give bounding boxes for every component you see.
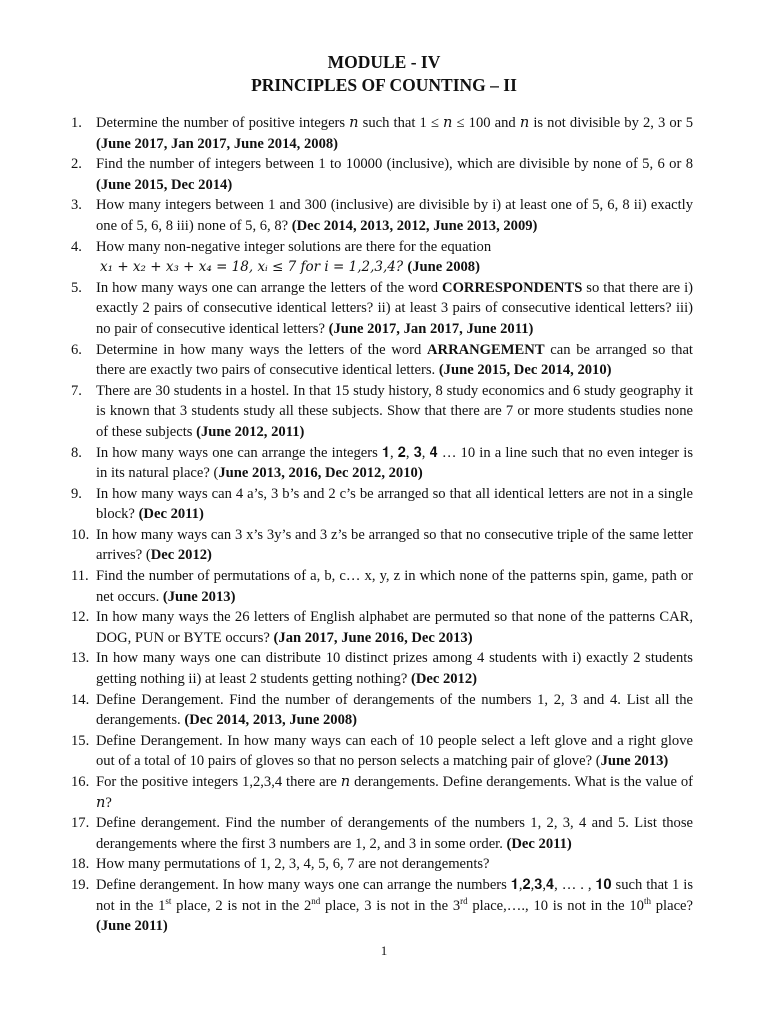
question-number: 9.	[71, 485, 82, 502]
question-number: 15.	[71, 732, 90, 749]
question-item	[0, 772, 768, 813]
question-list	[0, 113, 768, 937]
question-item	[0, 690, 768, 731]
question-text-cont: place, 2 is not in the 2	[171, 897, 312, 914]
module-heading: MODULE - IV	[327, 52, 441, 72]
exam-reference: (June 2015, Dec 2014)	[96, 176, 233, 193]
question-text-cont: place, 3 is not in the 3	[320, 897, 461, 914]
question-item	[0, 875, 768, 937]
question-text: Determine in how many ways the letters of the word	[96, 341, 427, 358]
question-text-cont: can be arranged so that there are exactly two pairs of consecutive identical letters.	[96, 341, 693, 379]
question-item	[0, 278, 768, 340]
question-text: Find the number of integers between 1 to 10000 (inclusive), which are divisible by none of 5, 6 or 8	[96, 156, 693, 173]
exam-reference: (Dec 2011)	[506, 835, 572, 852]
exam-reference: (Dec 2014, 2013, June 2008)	[184, 712, 358, 729]
question-text: In how many ways one can arrange the integers 𝟏, 𝟐, 𝟑, 𝟒 … 10 in a line such that no even integer is in its natural place? (	[96, 444, 693, 482]
question-item	[0, 443, 768, 484]
question-text: In how many ways one can distribute 10 distinct prizes among 4 students with i) exactly 2 students getting nothing ii) at least 2 students getting nothing?	[96, 650, 693, 688]
question-number: 19.	[71, 876, 90, 893]
question-number: 4.	[71, 238, 82, 255]
exam-reference: June 2013)	[600, 753, 669, 770]
exam-reference: (June 2015, Dec 2014, 2010)	[438, 362, 612, 379]
question-text: In how many ways the 26 letters of English alphabet are permuted so that none of the patterns CAR, DOG, PUN or BYTE occurs?	[96, 609, 693, 646]
question-number: 16.	[71, 774, 90, 790]
exam-reference: June 2013, 2016, Dec 2012, 2010)	[218, 465, 423, 482]
exam-reference: (June 2012, 2011)	[196, 423, 305, 440]
question-number: 8.	[71, 444, 82, 461]
exam-reference: (Jan 2017, June 2016, Dec 2013)	[273, 629, 473, 646]
question-number: 12.	[71, 609, 90, 626]
ordinal-suffix: st	[165, 895, 172, 906]
question-number: 18.	[71, 856, 90, 873]
exam-reference: (Dec 2011)	[138, 506, 204, 523]
question-item	[0, 731, 768, 772]
exam-reference: (June 2011)	[96, 918, 168, 935]
question-number: 2.	[71, 156, 82, 173]
exam-reference: (June 2017, Jan 2017, June 2014, 2008)	[96, 135, 339, 152]
equation-line	[96, 257, 693, 278]
question-text: How many integers between 1 and 300 (inclusive) are divisible by i) at least one of 5, 6, 8 ii) exactly one of 5, 6, 8 iii) none of 5, 6, 8?	[96, 197, 693, 234]
question-text: In how many ways can 4 a’s, 3 b’s and 2 c’s be arranged so that all identical letters are not in a single block?	[96, 485, 693, 523]
exam-reference: (Dec 2014, 2013, 2012, June 2013, 2009)	[291, 217, 538, 234]
question-text: Define derangement. Find the number of derangements of the numbers 1, 2, 3, 4 and 5. List those derangements where the first 3 numbers are 1, 2, and 3 in some order.	[96, 815, 693, 852]
exam-reference: (Dec 2012)	[410, 671, 478, 688]
question-text-cont: place?	[650, 897, 693, 914]
question-item	[0, 340, 768, 381]
question-number: 10.	[71, 526, 90, 543]
page-title: PRINCIPLES OF COUNTING – II	[251, 75, 517, 95]
question-text: For the positive integers 1,2,3,4 there are 𝑛 derangements. Define derangements. What is the value of 𝑛?	[96, 774, 693, 811]
question-item	[0, 566, 768, 607]
exam-reference: (June 2008)	[407, 259, 480, 276]
question-item	[0, 648, 768, 689]
question-text: Define Derangement. In how many ways can each of 10 people select a left glove and a right glove out of a total of 10 pairs of gloves so that no person selects a matching pair of glove? (	[96, 732, 693, 770]
question-text: In how many ways one can arrange the letters of the word	[96, 279, 443, 296]
question-text: How many permutations of 1, 2, 3, 4, 5, 6, 7 are not derangements?	[96, 856, 490, 873]
question-text: How many non-negative integer solutions are there for the equation	[96, 238, 492, 255]
question-text: Define derangement. In how many ways one can arrange the numbers 𝟏,𝟐,𝟑,𝟒, … . , 𝟏𝟎 such that 1 is not in the 1	[96, 876, 693, 914]
question-text: There are 30 students in a hostel. In that 15 study history, 8 study economics and 6 study geography it is known that 3 students study all these subjects. Show that there are 7 or more students studies none of these subjects	[96, 382, 693, 440]
question-item	[0, 381, 768, 443]
question-item	[0, 813, 768, 854]
ordinal-suffix: nd	[311, 895, 321, 906]
question-text-cont: so that there are i) exactly 2 pairs of consecutive identical letters? ii) at least 3 pairs of consecutive identical letters? iii) no pair of consecutive identical letters?	[96, 279, 693, 337]
exam-reference: (June 2013)	[162, 588, 236, 605]
question-text-cont: place,…., 10 is not in the 10	[467, 897, 644, 914]
question-number: 17.	[71, 815, 90, 832]
question-number: 11.	[71, 568, 89, 585]
question-item	[0, 195, 768, 236]
question-text: In how many ways can 3 x’s 3y’s and 3 z’s be arranged so that no consecutive triple of the same letter arrives? (	[96, 526, 693, 564]
exam-reference: Dec 2012)	[150, 547, 212, 564]
question-item	[0, 154, 768, 195]
question-item	[0, 484, 768, 525]
word-emphasis: ARRANGEMENT	[426, 341, 545, 358]
question-text: Define Derangement. Find the number of derangements of the numbers 1, 2, 3 and 4. List all the derangements.	[96, 691, 693, 729]
question-number: 5.	[71, 279, 82, 296]
ordinal-suffix: rd	[460, 895, 468, 906]
ordinal-suffix: th	[643, 895, 651, 906]
question-number: 14.	[71, 691, 90, 708]
question-text: Determine the number of positive integers 𝑛 such that 1 ≤ 𝑛 ≤ 100 and 𝑛 is not divisible by 2, 3 or 5	[96, 115, 693, 131]
word-emphasis: CORRESPONDENTS	[442, 279, 583, 296]
question-item	[0, 607, 768, 648]
question-number: 7.	[71, 382, 82, 399]
question-item	[0, 237, 768, 278]
question-number: 6.	[71, 341, 82, 358]
question-number: 3.	[71, 197, 82, 214]
equation: 𝑥₁ + 𝑥₂ + 𝑥₃ + 𝑥₄ = 18, 𝑥ᵢ ≤ 7 𝑓𝑜𝑟 𝑖 = 1,2,3,4?	[100, 259, 408, 276]
question-number: 13.	[71, 650, 90, 667]
question-item	[0, 113, 768, 154]
question-item	[0, 854, 768, 875]
question-text: Find the number of permutations of a, b, c… x, y, z in which none of the patterns spin, game, path or net occurs.	[96, 568, 693, 605]
question-number: 1.	[71, 115, 82, 131]
page-number: 1	[380, 943, 388, 958]
exam-reference: (June 2017, Jan 2017, June 2011)	[328, 320, 534, 337]
question-item	[0, 525, 768, 566]
